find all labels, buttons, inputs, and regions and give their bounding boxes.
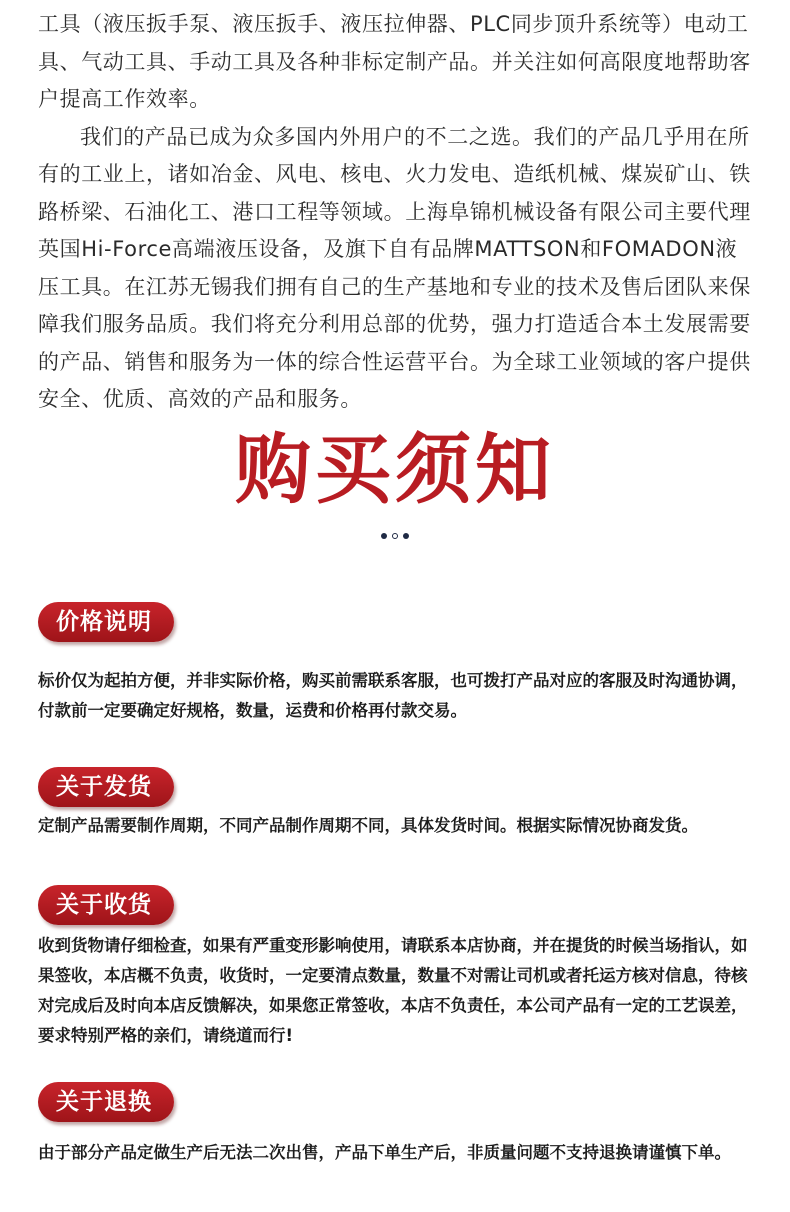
section-price [38,602,758,726]
section-shipping [38,767,758,841]
purchase-notice-title: 购买须知 [235,425,555,514]
section-returns [38,1082,758,1168]
section-label-price: 价格说明 [38,602,174,642]
section-label-shipping: 关于发货 [38,767,174,807]
section-label-returns: 关于退换 [38,1082,174,1122]
section-text-receiving: 收到货物请仔细检查，如果有严重变形影响使用，请联系本店协商，并在提货的时候当场指认，如果签收，本店概不负责，收货时，一定要清点数量，数量不对需让司机或者托运方核对信息，待核对完成后及时向本店反馈解决，如果您正常签收，本店不负责任，本公司产品有一定的工艺误差，要求特别严格的亲们，请绕道而行! [38,936,748,1045]
dot-icon [381,533,387,539]
intro-paragraph-1: 工具（液压扳手泵、液压扳手、液压拉伸器、PLC同步顶升系统等）电动工具、气动工具、手动工具及各种非标定制产品。并关注如何高限度地帮助客户提高工作效率。 [38,12,751,111]
intro-paragraph-2: 我们的产品已成为众多国内外用户的不二之选。我们的产品几乎用在所有的工业上，诸如冶金、风电、核电、火力发电、造纸机械、煤炭矿山、铁路桥梁、石油化工、港口工程等领域。上海阜锦机械设备有限公司主要代理英国Hi-Force高端液压设备，及旗下自有品牌MATTSON和FOMADON液压工具。在江苏无锡我们拥有自己的生产基地和专业的技术及售后团队来保障我们服务品质。我们将充分利用总部的优势，强力打造适合本土发展需要的产品、销售和服务为一体的综合性运营平台。为全球工业领域的客户提供安全、优质、高效的产品和服务。 [38,124,751,411]
section-text-returns: 由于部分产品定做生产后无法二次出售，产品下单生产后，非质量问题不支持退换请谨慎下单。 [38,1143,731,1162]
section-label-receiving: 关于收货 [38,885,174,925]
intro-text [38,6,754,419]
dot-icon [403,533,409,539]
section-text-price: 标价仅为起拍方便，并非实际价格，购买前需联系客服，也可拨打产品对应的客服及时沟通协调，付款前一定要确定好规格，数量，运费和价格再付款交易。 [38,671,748,720]
dot-icon [392,533,398,539]
pagination-dots [0,533,790,539]
section-receiving [38,885,758,1051]
section-text-shipping: 定制产品需要制作周期，不同产品制作周期不同，具体发货时间。根据实际情况协商发货。 [38,816,698,835]
